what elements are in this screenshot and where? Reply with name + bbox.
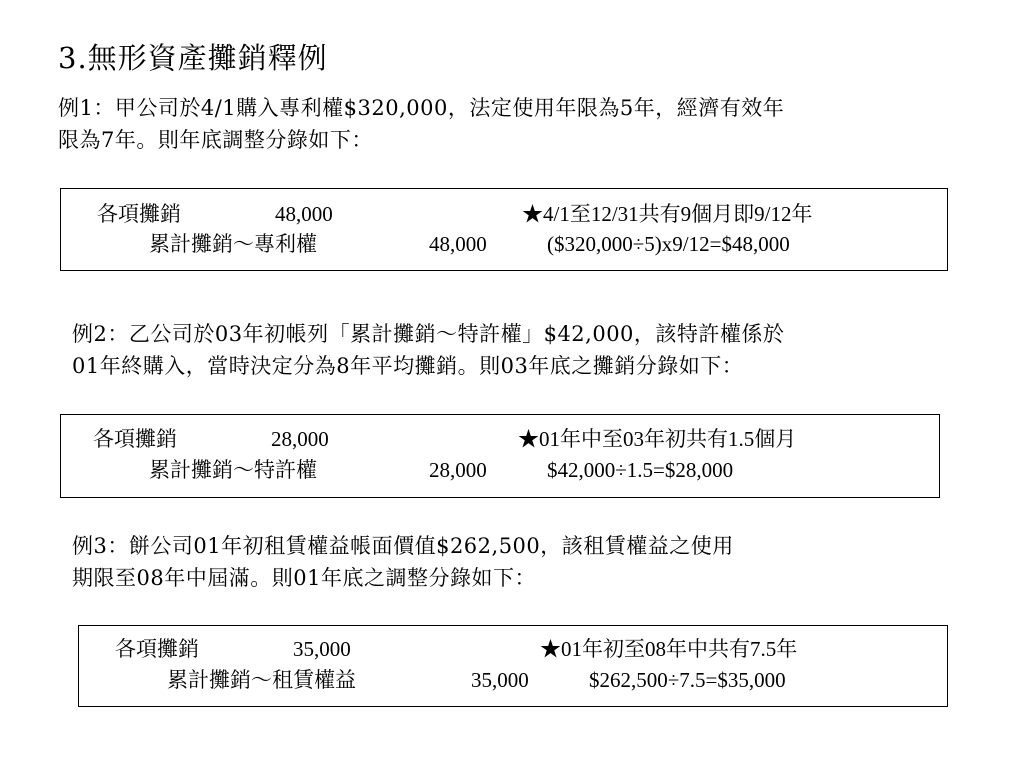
example3-debit-amount: 35,000 (293, 637, 351, 661)
example1-text-line1: 例1：甲公司於4/1購入專利權$320,000，法定使用年限為5年，經濟有效年 (58, 96, 785, 120)
example1-text (58, 92, 784, 156)
example1-note-line2: ($320,000÷5)x9/12=$48,000 (547, 232, 790, 256)
example2-credit-account: 累計攤銷～特許權 (149, 458, 317, 482)
example2-text (72, 318, 784, 382)
example1-credit-account: 累計攤銷～專利權 (149, 232, 317, 256)
example2-credit-amount: 28,000 (429, 458, 487, 482)
example2-debit-amount: 28,000 (271, 427, 329, 451)
example1-debit-account: 各項攤銷 (97, 202, 181, 226)
example3-debit-account: 各項攤銷 (115, 637, 199, 661)
example2-note-line1: ★01年中至03年初共有1.5個月 (518, 427, 797, 451)
example1-note-line1: ★4/1至12/31共有9個月即9/12年 (522, 202, 813, 226)
example3-text (72, 530, 734, 594)
example2-debit-account: 各項攤銷 (93, 427, 177, 451)
example1-credit-amount: 48,000 (429, 232, 487, 256)
example2-journal-entry-box (60, 414, 940, 498)
example3-note-line1: ★01年初至08年中共有7.5年 (540, 637, 798, 661)
example3-credit-account: 累計攤銷～租賃權益 (167, 668, 356, 692)
example2-text-line2: 01年終購入，當時決定分為8年平均攤銷。則03年底之攤銷分錄如下： (72, 354, 744, 378)
example2-note-line2: $42,000÷1.5=$28,000 (547, 458, 734, 482)
example1-debit-amount: 48,000 (275, 202, 333, 226)
page-title: 3.無形資產攤銷釋例 (58, 41, 328, 75)
example3-journal-entry-box (78, 625, 948, 707)
example3-text-line1: 例3：餅公司01年初租賃權益帳面價值$262,500，該租賃權益之使用 (72, 534, 734, 558)
example2-text-line1: 例2：乙公司於03年初帳列「累計攤銷～特許權」$42,000，該特許權係於 (72, 322, 785, 346)
example1-text-line2: 限為7年。則年底調整分錄如下： (58, 128, 373, 152)
example3-note-line2: $262,500÷7.5=$35,000 (589, 668, 786, 692)
example3-text-line2: 期限至08年中屆滿。則01年底之調整分錄如下： (72, 566, 536, 590)
example3-credit-amount: 35,000 (471, 668, 529, 692)
example1-journal-entry-box (60, 188, 948, 271)
